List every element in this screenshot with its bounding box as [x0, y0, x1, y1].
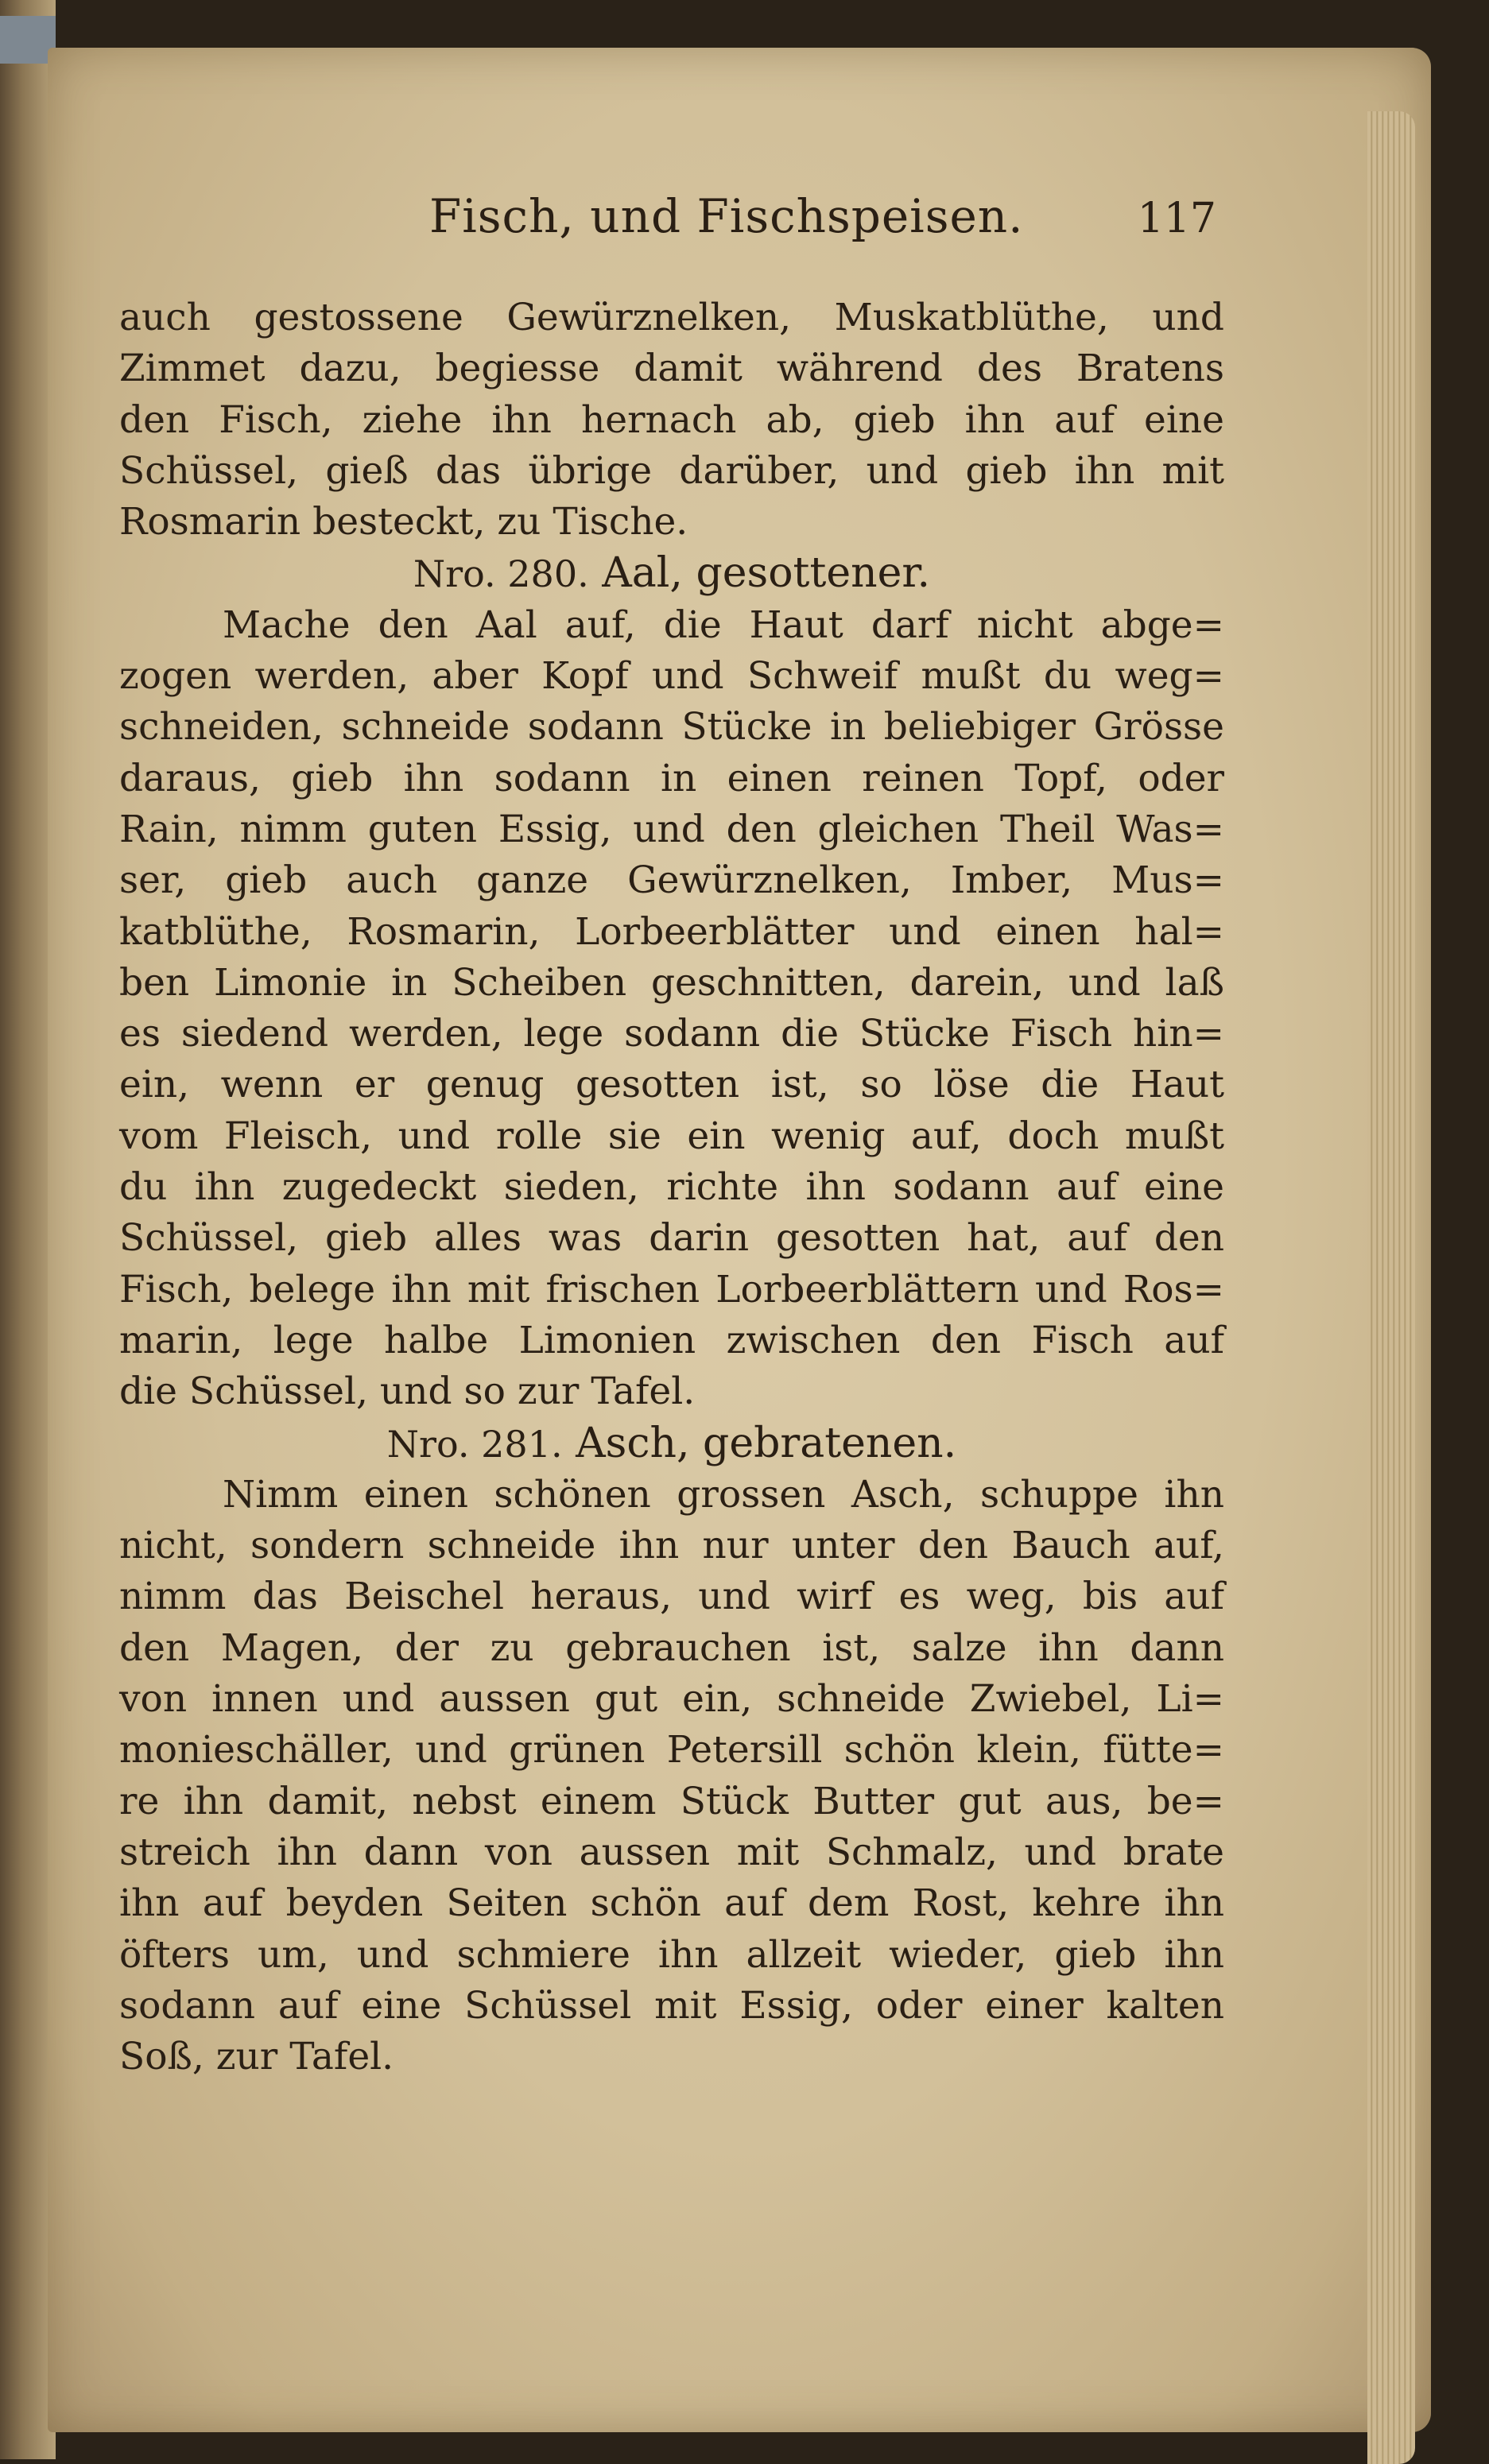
text-line: den Fisch, ziehe ihn hernach ab, gieb ihn auf eine	[119, 397, 1224, 442]
text-line: katblüthe, Rosmarin, Lorbeerblätter und einen hal=	[119, 909, 1224, 954]
text-line: zogen werden, aber Kopf und Schweif mußt du weg=	[119, 654, 1224, 699]
text-line: nimm das Beischel heraus, und wirf es weg, bis auf	[119, 1575, 1224, 1619]
text-line: Schüssel, gieb alles was darin gesotten hat, auf den	[119, 1216, 1224, 1261]
running-title: Fisch, und Fischspeisen.	[429, 189, 1024, 243]
text-line: es siedend werden, lege sodann die Stücke Fisch hin=	[119, 1012, 1224, 1056]
continued-recipe	[119, 293, 1224, 548]
text-line: du ihn zugedeckt sieden, richte ihn sodann auf eine	[119, 1165, 1224, 1210]
recipe-number: Nro. 280.	[413, 552, 589, 596]
page-text	[119, 191, 1224, 2082]
text-line: ben Limonie in Scheiben geschnitten, darein, und laß	[119, 960, 1224, 1005]
page-header	[119, 191, 1224, 270]
text-line: von innen und aussen gut ein, schneide Zwiebel, Li=	[119, 1677, 1224, 1722]
text-line: sodann auf eine Schüssel mit Essig, oder einer kalten	[119, 1983, 1224, 2028]
text-line: öfters um, und schmiere ihn allzeit wieder, gieb ihn	[119, 1932, 1224, 1977]
text-line: re ihn damit, nebst einem Stück Butter gut aus, be=	[119, 1779, 1224, 1823]
page-fore-edge	[1367, 111, 1415, 2464]
text-line: Zimmet dazu, begiesse damit während des Bratens	[119, 347, 1224, 391]
text-line: ein, wenn er genug gesotten ist, so löse die Haut	[119, 1063, 1224, 1107]
recipe-heading-280	[119, 548, 1224, 599]
recipe-body-281	[119, 1470, 1224, 2083]
text-line: daraus, gieb ihn sodann in einen reinen Topf, oder	[119, 756, 1224, 800]
text-line: den Magen, der zu gebrauchen ist, salze ihn dann	[119, 1625, 1224, 1670]
text-line: Mache den Aal auf, die Haut darf nicht abge=	[223, 602, 1224, 647]
recipe-heading-281	[119, 1418, 1224, 1470]
text-line: Nimm einen schönen grossen Asch, schuppe ihn	[223, 1472, 1224, 1517]
text-line: ser, gieb auch ganze Gewürznelken, Imber, Mus=	[119, 858, 1224, 903]
text-line: Schüssel, gieß das übrige darüber, und gieb ihn mit	[119, 448, 1224, 493]
recipe-title: Aal, gesottener.	[602, 549, 931, 598]
text-line: Rosmarin besteckt, zu Tische.	[119, 500, 688, 544]
text-line: Rain, nimm guten Essig, und den gleichen Theil Was=	[119, 807, 1224, 851]
text-line: marin, lege halbe Limonien zwischen den Fisch auf	[119, 1318, 1224, 1362]
text-line: streich ihn dann von aussen mit Schmalz, und brate	[119, 1830, 1224, 1874]
page-number: 117	[1137, 195, 1216, 242]
text-line: auch gestossene Gewürznelken, Muskatblüthe, und	[119, 296, 1224, 339]
text-line: nicht, sondern schneide ihn nur unter den Bauch auf,	[119, 1524, 1224, 1568]
text-line: monieschäller, und grünen Petersill schön klein, fütte=	[119, 1728, 1224, 1772]
text-line: Fisch, belege ihn mit frischen Lorbeerblättern und Ros=	[119, 1267, 1224, 1311]
text-line: schneiden, schneide sodann Stücke in beliebiger Grösse	[119, 705, 1224, 750]
text-line: vom Fleisch, und rolle sie ein wenig auf, doch mußt	[119, 1114, 1224, 1158]
text-line: ihn auf beyden Seiten schön auf dem Rost, kehre ihn	[119, 1881, 1224, 1926]
text-line: die Schüssel, und so zur Tafel.	[119, 1370, 696, 1414]
text-line: Soß, zur Tafel.	[119, 2035, 394, 2079]
recipe-title: Asch, gebratenen.	[576, 1419, 957, 1467]
recipe-body-280	[119, 600, 1224, 1418]
recipe-number: Nro. 281.	[386, 1422, 563, 1466]
